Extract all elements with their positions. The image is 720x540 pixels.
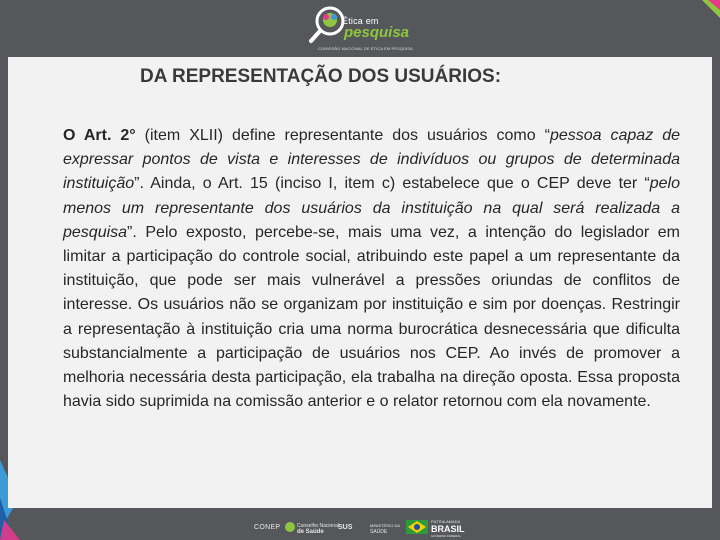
article-reference: O Art. 2°: [63, 127, 136, 144]
body-segment-1: (item XLII) define representante dos usuários como “: [135, 127, 550, 144]
sus-logo: SUS: [338, 524, 353, 531]
footer-logos: [0, 512, 720, 540]
body-segment-3: ”. Ainda, o Art. 15 (inciso I, item c) estabelece que o CEP deve ter “: [134, 175, 650, 193]
brasil-line3: GOVERNO FEDERAL: [431, 534, 462, 538]
conselho-line2: de Saúde: [297, 529, 324, 535]
slide-title: DA REPRESENTAÇÃO DOS USUÁRIOS:: [140, 66, 502, 87]
ministerio-line1: MINISTÉRIO DA: [370, 523, 401, 528]
brasil-line2: BRASIL: [431, 524, 465, 534]
brasil-flag-icon: [406, 518, 428, 536]
quote-2: pelo menos um representante dos usuários da instituição na qual será realizada a pesquisa: [63, 175, 680, 241]
conep-logo: CONEP: [254, 524, 281, 531]
etica-em-pesquisa-logo: [308, 3, 418, 53]
ministerio-line2: SAÚDE: [370, 529, 388, 535]
conselho-line1: Conselho Nacional: [297, 523, 339, 529]
quote-1: pessoa capaz de expressar pontos de vista e interesses de indivíduos ou grupos de determinada instituição: [63, 127, 680, 193]
brasil-line1: PÁTRIA AMADA: [431, 519, 461, 524]
logo-line1: Ética em: [342, 16, 379, 26]
logo-line2: pesquisa: [344, 24, 410, 41]
slide-body-text: [63, 124, 680, 414]
logo-tagline: COMISSÃO NACIONAL DE ÉTICA EM PESQUISA: [318, 46, 413, 51]
conselho-saude-icon: [284, 518, 296, 536]
body-segment-5: ”. Pelo exposto, percebe-se, mais uma vez, a intenção do legislador em limitar a participação do controle social, atribuindo este papel a um representante da instituição, que pode ser mais vulnerável a pressões oriundas de conflitos de interesse. Os usuários não se organizam por instituição e sim por doenças. Restringir a representação à instituição cria uma norma burocrática desnecessária que dificulta substancialmente a participação de usuários nos CEP. Ao invés de promover a melhoria necessária desta participação, ela trabalha na direção oposta. Essa proposta havia sido suprimida na comissão anterior e o relator retornou com ela novamente.: [63, 223, 680, 411]
